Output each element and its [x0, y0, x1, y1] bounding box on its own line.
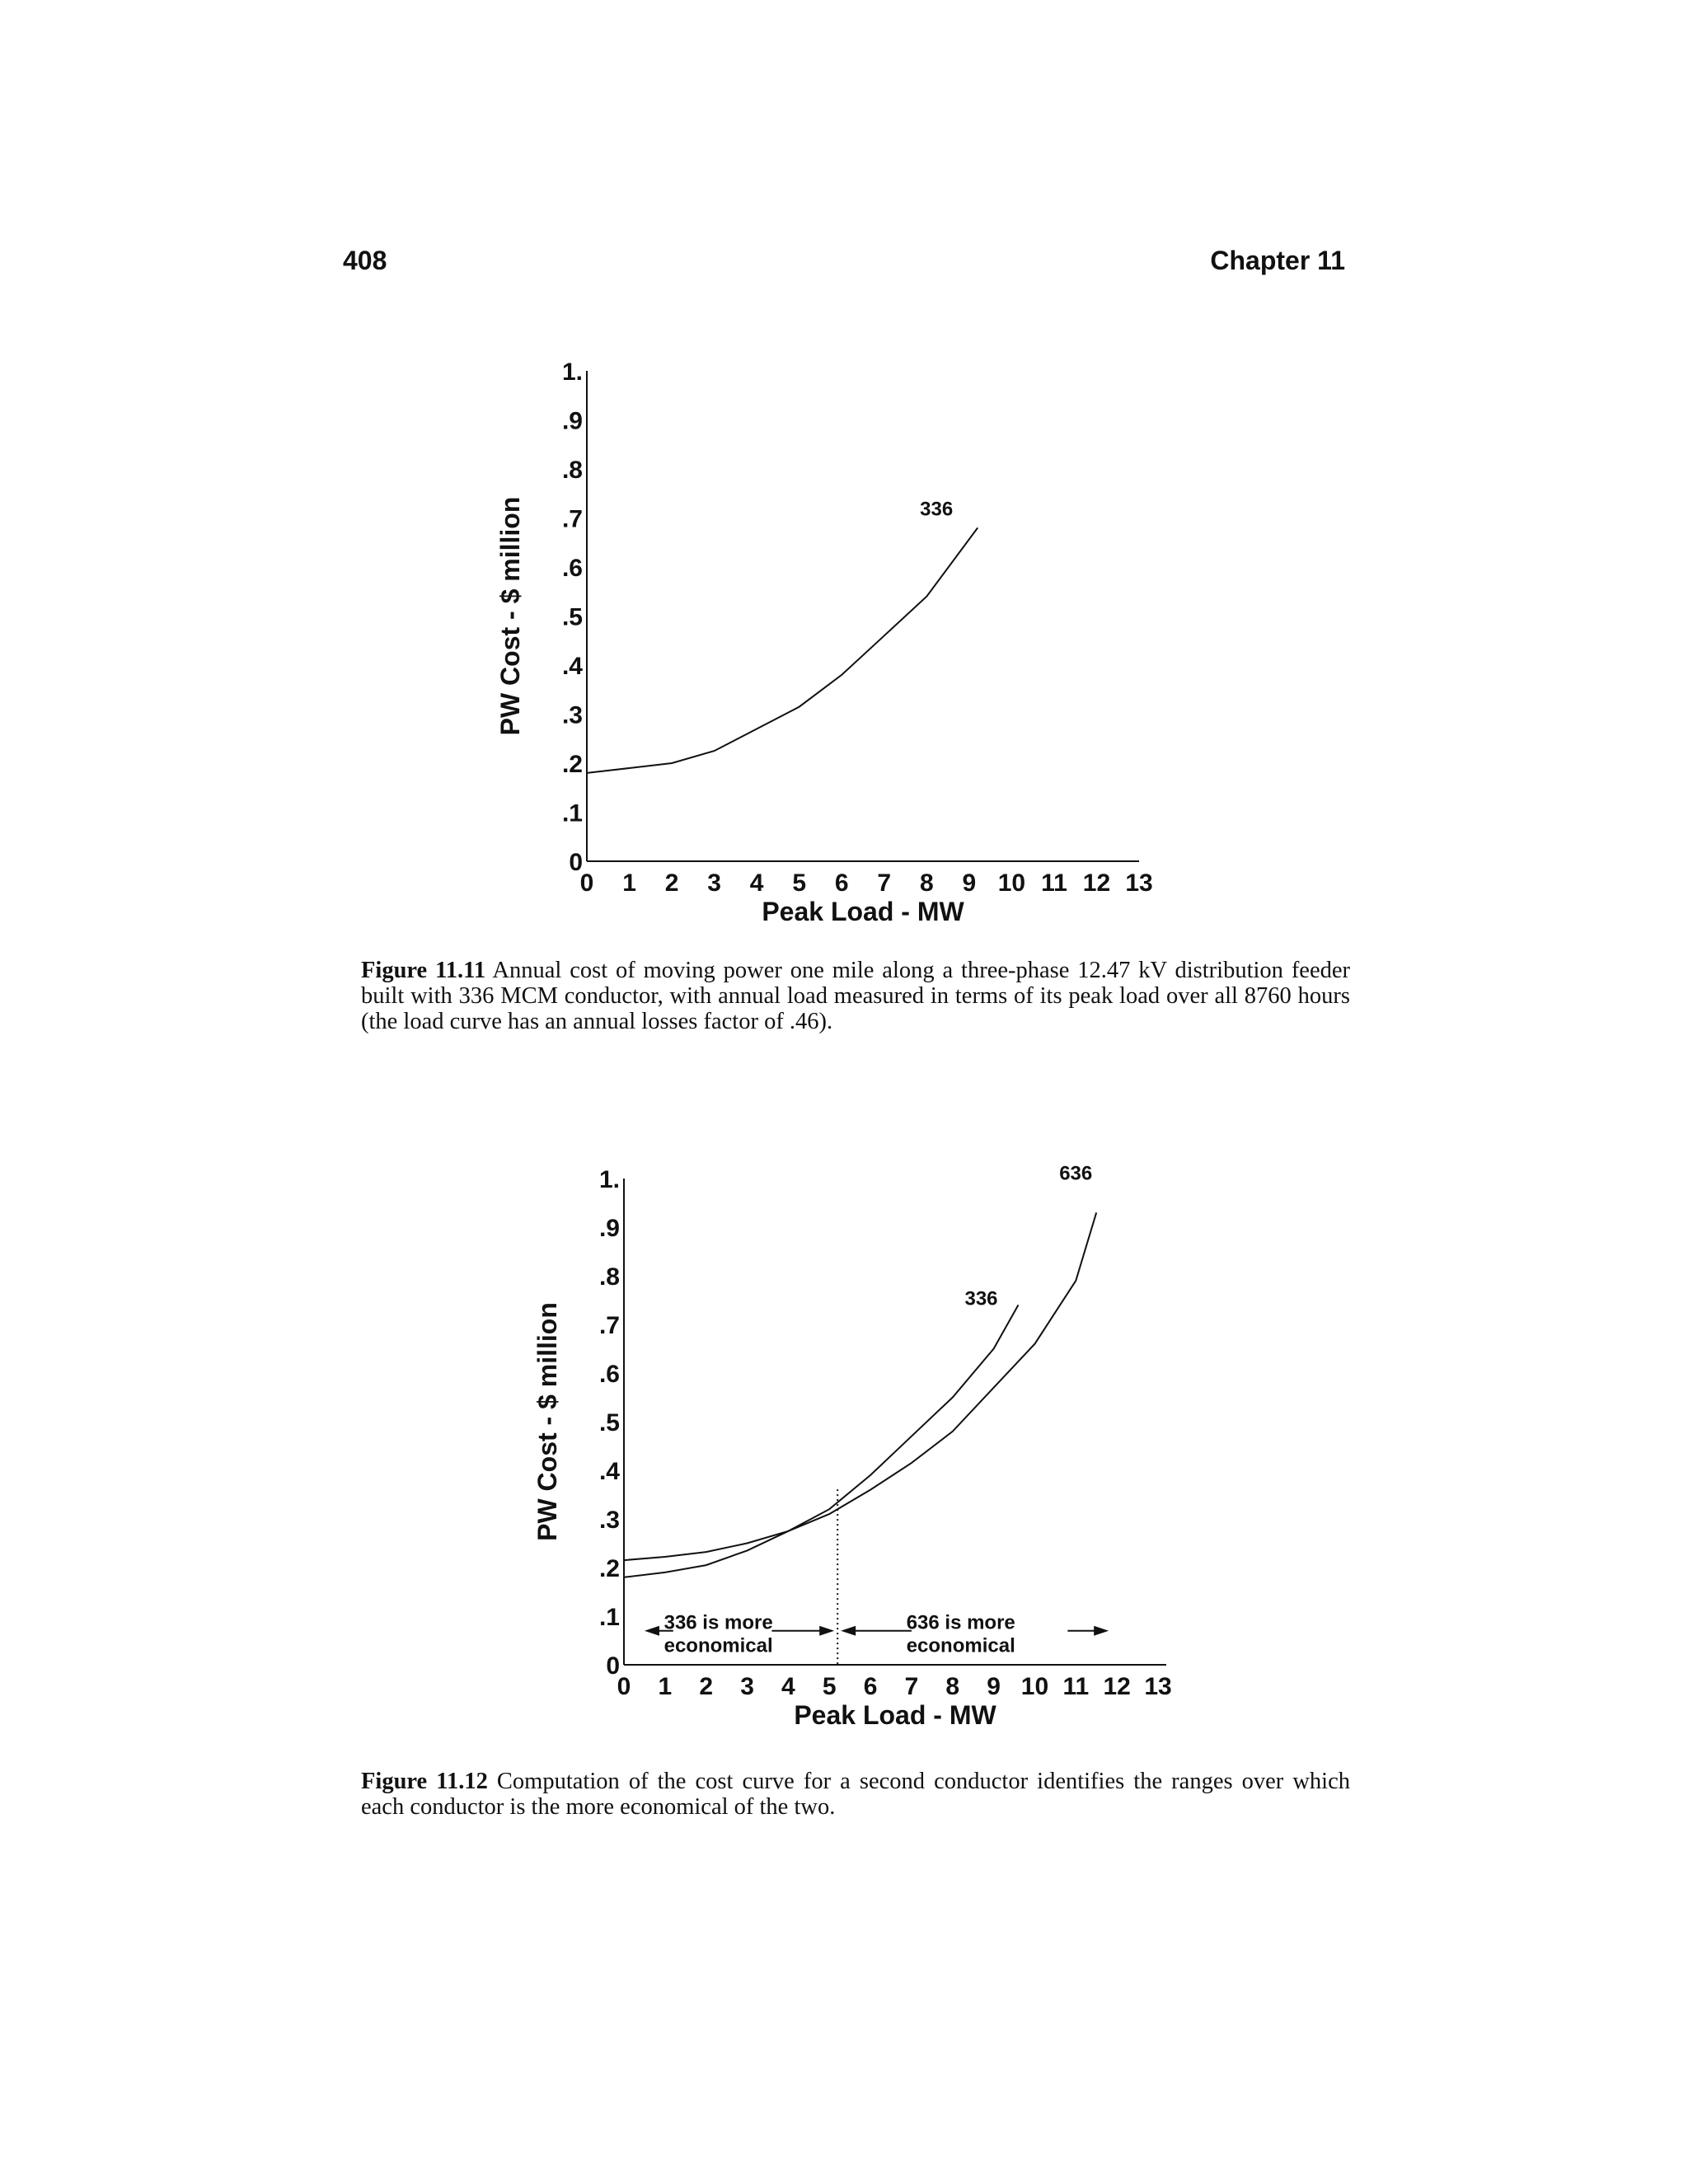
x-tick-label: 5: [822, 1673, 837, 1700]
x-tick-label: 7: [904, 1673, 919, 1700]
left-arrow-head: [819, 1626, 834, 1636]
y-tick-label: 0: [606, 1652, 620, 1680]
left-region-label: 336 is more: [663, 1611, 773, 1634]
x-tick-label: 10: [997, 869, 1026, 897]
series-label-336: 336: [964, 1287, 998, 1310]
x-tick-label: 11: [1041, 869, 1067, 897]
y-tick-label: .3: [561, 701, 583, 729]
x-tick-label: 0: [579, 869, 594, 897]
right-arrow-head: [1094, 1626, 1109, 1636]
y-tick-label: .4: [561, 653, 583, 680]
series-label-336: 336: [920, 498, 954, 521]
y-tick-label: .3: [598, 1507, 620, 1534]
x-tick-label: 13: [1125, 869, 1153, 897]
y-tick-label: .7: [561, 505, 583, 533]
x-tick-label: 7: [877, 869, 892, 897]
x-tick-label: 9: [962, 869, 977, 897]
y-tick-label: 1.: [598, 1166, 620, 1193]
y-tick-label: .9: [598, 1215, 620, 1242]
y-tick-label: .4: [598, 1458, 620, 1485]
figure-label: Figure 11.12: [361, 1769, 488, 1794]
x-tick-label: 3: [707, 869, 721, 897]
series-line-336: [587, 527, 978, 773]
figure-11-12-chart: [0, 1150, 1688, 1743]
x-tick-label: 4: [781, 1673, 795, 1700]
chapter-title: Chapter 11: [1210, 246, 1345, 275]
x-tick-label: 9: [987, 1673, 1001, 1700]
figure-label: Figure 11.11: [361, 958, 486, 983]
x-tick-label: 1: [622, 869, 636, 897]
x-tick-label: 6: [863, 1673, 878, 1700]
y-tick-label: .9: [561, 407, 583, 435]
y-tick-label: .8: [561, 457, 583, 484]
y-tick-label: .1: [561, 799, 583, 827]
x-tick-label: 12: [1082, 869, 1111, 897]
figure-11-12-caption: [361, 1769, 1350, 1820]
x-tick-label: 6: [834, 869, 849, 897]
x-tick-label: 3: [740, 1673, 754, 1700]
x-tick-label: 11: [1062, 1673, 1090, 1700]
y-tick-label: .6: [561, 555, 583, 582]
y-tick-label: 1.: [561, 359, 583, 386]
x-tick-label: 1: [658, 1673, 673, 1700]
x-tick-label: 0: [617, 1673, 631, 1700]
y-tick-label: .5: [561, 603, 583, 631]
figure-11-11-caption: [361, 958, 1350, 1034]
x-tick-label: 12: [1103, 1673, 1131, 1700]
series-line-636: [624, 1212, 1096, 1560]
series-label-636: 636: [1059, 1162, 1093, 1185]
page-number: 408: [343, 246, 387, 275]
caption-text: Computation of the cost curve for a second conductor identifies the ranges over which each conductor is the more economical of the two.: [361, 1769, 1350, 1820]
y-tick-label: .6: [598, 1361, 620, 1388]
y-tick-label: .2: [598, 1555, 620, 1582]
caption-text: Annual cost of moving power one mile along a three-phase 12.47 kV distribution feeder built with 336 MCM conductor, with annual load measured in terms of its peak load over all 8760 hours (the load curve has an annual losses factor of .46).: [361, 958, 1351, 1034]
x-tick-label: 5: [792, 869, 807, 897]
y-tick-label: .2: [561, 751, 583, 778]
x-tick-label: 8: [919, 869, 934, 897]
x-tick-label: 2: [699, 1673, 714, 1700]
x-axis-title: Peak Load - MW: [794, 1700, 996, 1730]
y-tick-label: .7: [598, 1312, 620, 1339]
x-axis-title: Peak Load - MW: [762, 897, 964, 923]
x-tick-label: 13: [1144, 1673, 1172, 1700]
right-region-label: economical: [906, 1634, 1015, 1657]
y-axis-title: PW Cost - $ million: [495, 496, 525, 736]
right-region-label: 636 is more: [906, 1611, 1015, 1634]
y-tick-label: .8: [598, 1263, 620, 1291]
figure-11-11-chart: [0, 330, 1688, 923]
left-arrow-head: [645, 1626, 659, 1636]
left-region-label: economical: [663, 1634, 773, 1657]
x-tick-label: 10: [1020, 1673, 1049, 1700]
x-tick-label: 8: [945, 1673, 960, 1700]
y-tick-label: .5: [598, 1409, 620, 1436]
y-tick-label: 0: [569, 849, 583, 876]
series-line-336: [624, 1305, 1019, 1577]
y-axis-title: PW Cost - $ million: [532, 1302, 562, 1541]
x-tick-label: 2: [664, 869, 679, 897]
y-tick-label: .1: [598, 1604, 620, 1631]
x-tick-label: 4: [749, 869, 764, 897]
